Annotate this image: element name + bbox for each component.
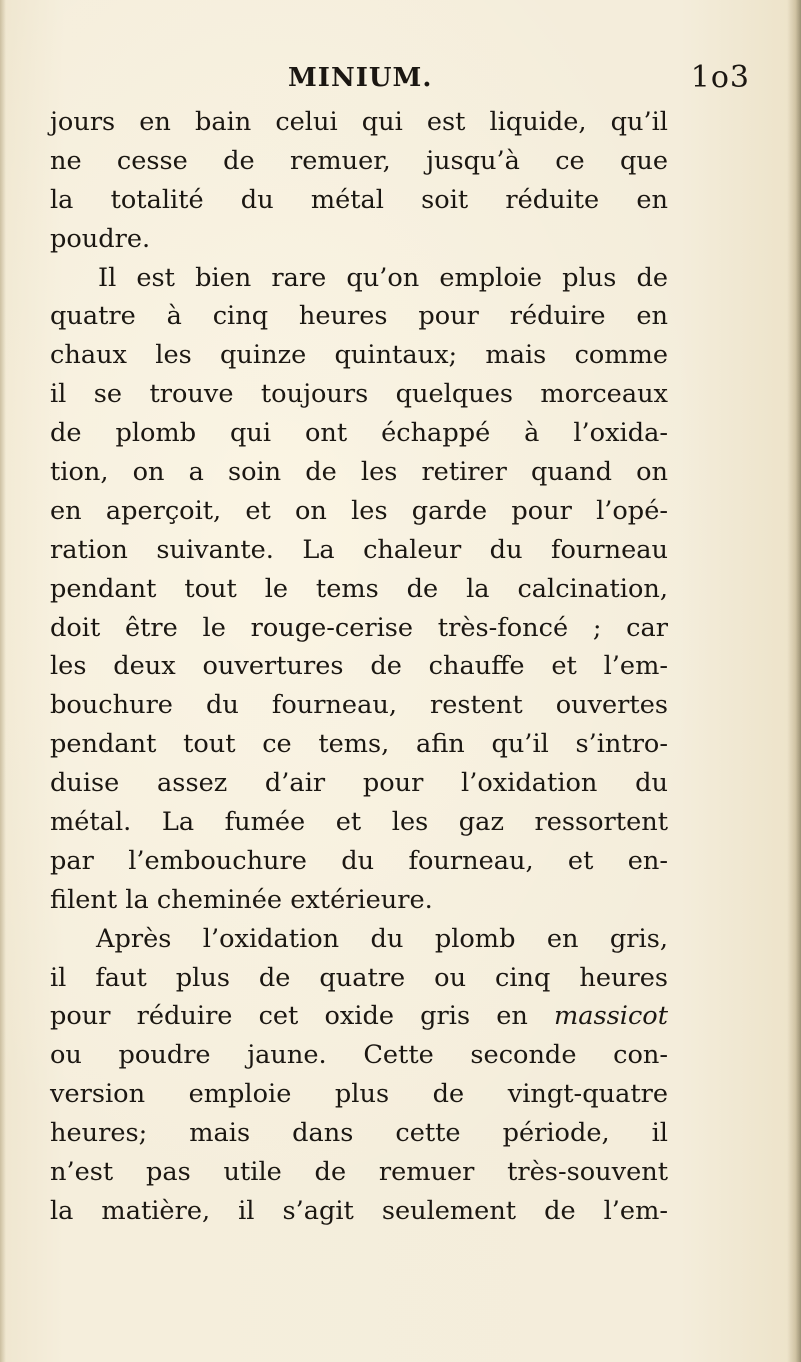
text-line: pendant tout le tems de la calcination, (50, 573, 668, 604)
text-line: filent la cheminée extérieure. (50, 884, 433, 915)
text-line: ou poudre jaune. Cette seconde con- (50, 1040, 668, 1071)
text-line: il faut plus de quatre ou cinq heures (50, 962, 668, 993)
page-left-edge (0, 0, 6, 1362)
body-text (50, 103, 668, 1231)
text-line: par l’embouchure du fourneau, et en- (50, 845, 668, 876)
text-line: n’est pas utile de remuer très-souvent (50, 1157, 668, 1188)
text-line: pendant tout ce tems, afin qu’il s’intro- (50, 729, 668, 760)
paragraph-start-line: Il est bien rare qu’on emploie plus de (98, 262, 668, 293)
page-header (50, 58, 750, 98)
text-line: ne cesse de remuer, jusqu’à ce que (50, 145, 668, 176)
text-line: heures; mais dans cette période, il (50, 1118, 668, 1149)
text-line: en aperçoit, et on les garde pour l’opé- (50, 495, 668, 526)
text-line: doit être le rouge-cerise très-foncé ; car (50, 612, 668, 643)
text-line: il se trouve toujours quelques morceaux (50, 379, 668, 410)
text-line: la totalité du métal soit réduite en (50, 184, 668, 215)
paragraph-start-line: Après l’oxidation du plomb en gris, (96, 923, 668, 954)
text-line: chaux les quinze quintaux; mais comme (50, 340, 668, 371)
text-line: la matière, il s’agit seulement de l’em- (50, 1195, 668, 1226)
text-line: duise assez d’air pour l’oxidation du (50, 768, 668, 799)
text-line: poudre. (50, 223, 151, 254)
text-line: tion, on a soin de les retirer quand on (50, 457, 668, 488)
text-line: ration suivante. La chaleur du fourneau (50, 534, 668, 565)
text-line: quatre à cinq heures pour réduire en (50, 301, 668, 332)
page-number: 1o3 (690, 60, 750, 95)
text-line-with-italic (50, 997, 668, 1036)
text-line: métal. La fumée et les gaz ressortent (50, 807, 668, 838)
text-line: de plomb qui ont échappé à l’oxida- (50, 418, 668, 449)
italic-term: massicot (553, 1001, 668, 1032)
text-line: jours en bain celui qui est liquide, qu’il (50, 107, 668, 137)
page-right-edge (787, 0, 801, 1362)
text-line: version emploie plus de vingt-quatre (50, 1079, 668, 1110)
text-segment: pour réduire cet oxide gris en (50, 1001, 528, 1032)
text-line: bouchure du fourneau, restent ouvertes (50, 690, 668, 721)
text-line: les deux ouvertures de chauffe et l’em- (50, 651, 668, 682)
running-title: MINIUM. (288, 63, 433, 93)
